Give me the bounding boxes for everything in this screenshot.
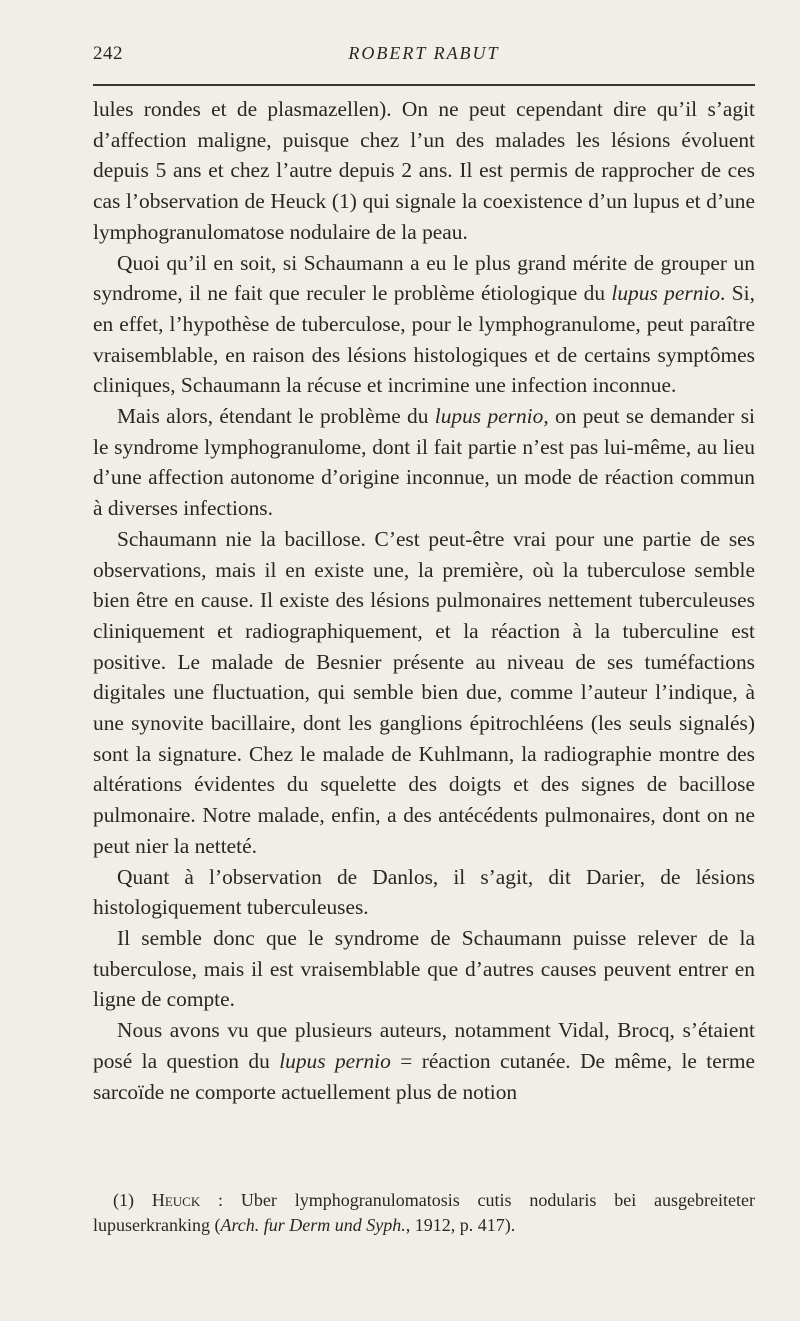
header-rule [93, 84, 755, 86]
text-run: : Uber lymphogranulomatosis cutis nodularis bei ausgebreiteter lupuserkranking ( [93, 1190, 755, 1235]
paragraph [93, 248, 755, 402]
italic-text: lupus pernio [434, 404, 544, 429]
footnote [93, 1188, 755, 1238]
text-run: lules rondes et de plasmazellen). On ne peut cependant dire qu’il s’agit d’affection maligne, puisque chez l’un des malades les lésions évoluent depuis 5 ans et chez l’autre depuis 2 ans. Il est permis de rapprocher de ces cas l’observation de Heuck (1) qui signale la coexistence d’un lupus et d’une lymphogranulomatose nodulaire de la peau. [93, 97, 755, 244]
text-run: Mais alors, étendant le problème du [117, 404, 435, 429]
text-run: = réaction cutanée. De même, le terme sarcoïde ne comporte actuellement plus de notion [93, 1048, 755, 1104]
paragraph [93, 1015, 755, 1107]
italic-text: lupus pernio [611, 281, 721, 306]
text-run: Nous avons vu que plusieurs auteurs, notamment Vidal, Brocq, s’étaient posé la question du [93, 1018, 755, 1073]
text-run: Schaumann nie la bacillose. C’est peut-être vrai pour une partie de ses observations, mais il en existe une, la première, où la tuberculose semble bien être en cause. Il existe des lésions pulmonaires nettement tuberculeuses cliniquement et radiographiquement, et la réaction à la tuberculine est positive. Le malade de Besnier présente au niveau de ses tuméfactions digitales une fluctuation, qui semble bien due, comme l’auteur l’indique, à une synovite bacillaire, dont les ganglions épitrochléens (les seuls signalés) sont la signature. Chez le malade de Kuhlmann, la radiographie montre des altérations évidentes du squelette des doigts et des signes de bacillose pulmonaire. Notre malade, enfin, a des antécédents pulmonaires, dont on ne peut nier la netteté. [93, 526, 755, 858]
footnote-text [93, 1188, 755, 1238]
paragraph [93, 923, 755, 1015]
paragraph [93, 94, 755, 248]
paragraph [93, 524, 755, 862]
text-run: (1) [113, 1190, 152, 1210]
body-text [93, 94, 755, 1107]
running-head [93, 38, 755, 78]
page [93, 38, 755, 1107]
text-run: , on peut se demander si le syndrome lymphogranulome, dont il fait partie n’est pas lui-même, au lieu d’une affection autonome d’origine inconnue, un mode de réaction commun à diverses infections. [93, 404, 755, 521]
text-run: . Si, en effet, l’hypothèse de tuberculose, pour le lymphogranulome, peut paraître vraisemblable, en raison des lésions histologiques et de certains symptômes cliniques, Schaumann la récuse et incrimine une infection inconnue. [93, 281, 755, 398]
running-title: ROBERT RABUT [348, 43, 500, 63]
text-run: Quoi qu’il en soit, si Schaumann a eu le plus grand mérite de grouper un syndrome, il ne fait que reculer le problème étiologique du [93, 250, 755, 306]
paragraph [93, 862, 755, 923]
text-run: Quant à l’observation de Danlos, il s’agit, dit Darier, de lésions histologiquement tuberculeuses. [93, 864, 755, 920]
page-number: 242 [93, 43, 123, 64]
text-run: Heuck [151, 1190, 201, 1210]
text-run: Il semble donc que le syndrome de Schaumann puisse relever de la tuberculose, mais il est vraisemblable que d’autres causes peuvent entrer en ligne de compte. [93, 925, 755, 1012]
italic-text: Arch. fur Derm und Syph. [220, 1215, 406, 1235]
italic-text: lupus pernio [279, 1048, 391, 1073]
text-run: , 1912, p. 417). [405, 1215, 516, 1235]
paragraph [93, 401, 755, 524]
